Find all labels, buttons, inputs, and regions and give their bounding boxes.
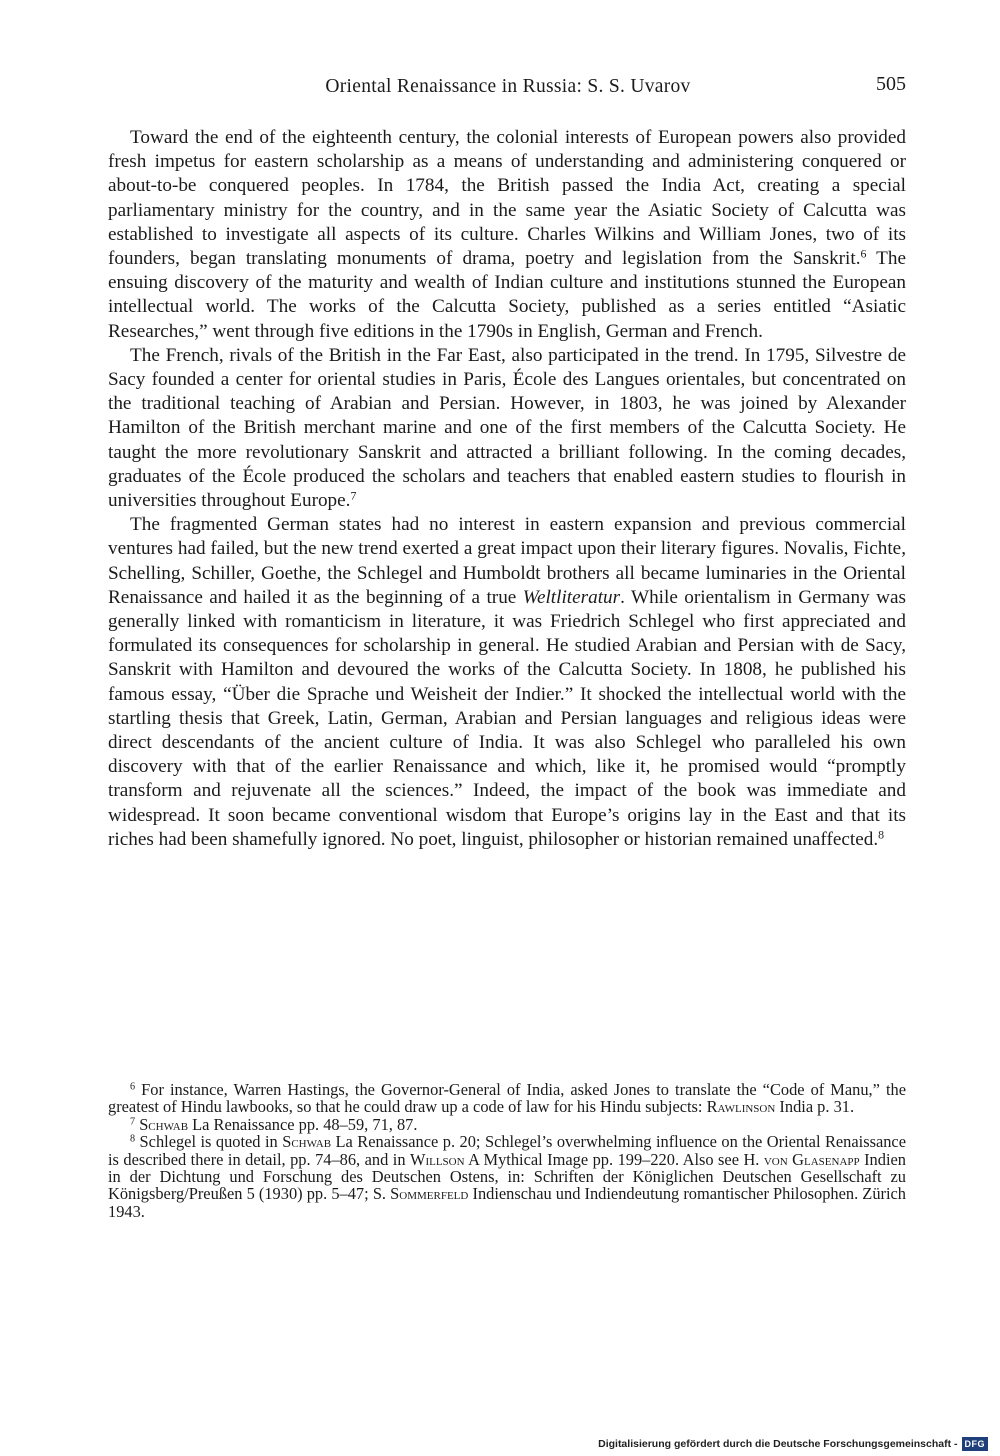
body-text [108,126,906,852]
footnote-8-author-4: Sommerfeld [390,1184,469,1204]
paragraph-2 [108,344,906,513]
paragraph-3-italic: Weltliteratur [522,586,621,608]
paragraph-1 [108,126,906,344]
paragraph-3 [108,513,906,852]
paragraph-3-text-b: . While orientalism in Germany was generally linked with romanticism in literature, it was Friedrich Schlegel who first appreciated and formulated its consequences for scholarship in general. He studied Arabian and Persian with de Sacy, Sanskrit with Hamilton and devoured the works of the Calcutta Society. In 1808, he published his famous essay, “Über die Sprache und Weisheit der Indier.” It shocked the intellectual world with the startling thesis that Greek, Latin, German, Arabian and Persian languages and religious ideas were direct descendants of the ancient culture of India. It was also Schlegel who paralleled his own discovery with that of the earlier Renaissance and which, like it, he promised would “promptly transform and rejuvenate all the sciences.” Indeed, the impact of the book was immediate and widespread. It soon became conventional wisdom that Europe’s origins lay in the East and that its riches had been shamefully ignored. No poet, linguist, philosopher or historian remained unaffected. [108,586,906,850]
footnote-6-tail: India p. 31. [775,1097,855,1117]
digitization-credit-text: Digitalisierung gefördert durch die Deutsche Forschungsgemeinschaft - [598,1438,958,1450]
paragraph-1-text-b: The ensuing discovery of the maturity and wealth of Indian culture and institutions stunned the European intellectual world. The works of the Calcutta Society, published as a series entitled “Asiatic Researches,” went through five editions in the 1790s in English, German and French. [108,248,907,342]
footnote-8-text: Schlegel is quoted in [135,1132,283,1152]
footnote-8-mid-2: A Mythical Image pp. 199–220. Also see H. [464,1149,764,1169]
footnote-7-tail: La Renaissance pp. 48–59, 71, 87. [188,1114,418,1134]
paragraph-2-text: The French, rivals of the British in the Far East, also participated in the trend. In 1795, Silvestre de Sacy founded a center for oriental studies in Paris, École des Langues orientales, but concentrated on the traditional teaching of Arabian and Persian. However, in 1803, he was joined by Alexander Hamilton of the British merchant marine and one of the first members of the Calcutta Society. He taught the more revolutionary Sanskrit and attracted a brilliant following. In the coming decades, graduates of the École produced the scholars and teachers that enabled eastern studies to flourish in universities throughout Europe. [108,344,906,512]
footnote-8 [108,1133,906,1220]
footnotes [108,1081,906,1220]
footnote-8-mid-1: La Renaissance p. 20; Schlegel’s overwhelming influence on the Oriental Renaissance is described there in detail, pp. 74–86, and in [108,1132,906,1169]
footnote-8-mid-3: Indien in der Dichtung und Forschung des Deutschen Ostens, in: Schriften der Königlichen Deutschen Gesellschaft zu Königsberg/Preußen 5 (1930) pp. 5–47; S. [108,1149,906,1204]
page-number: 505 [876,73,906,95]
footnote-8-tail: Indienschau und Indiendeutung romantischer Philosophen. Zürich 1943. [108,1184,906,1221]
footnote-6-author: Rawlinson [706,1097,776,1117]
footnote-ref-7: 7 [350,488,357,503]
footnote-6 [108,1081,906,1116]
footnote-8-author-1: Schwab [282,1132,332,1152]
paragraph-3-text-a: The fragmented German states had no interest in eastern expansion and previous commercial ventures had failed, but the new trend exerted a great impact upon their literary figures. Novalis, Fichte, Schelling, Schiller, Goethe, the Schlegel and Humboldt brothers all became luminaries in the Oriental Renaissance and hailed it as the beginning of a true [108,514,906,608]
footnote-8-author-2: Willson [409,1149,465,1169]
footnote-6-text: For instance, Warren Hastings, the Governor-General of India, asked Jones to translate the “Code of Manu,” the greatest of Hindu lawbooks, so that he could draw up a code of law for his Hindu subjects: [108,1080,906,1117]
running-title: Oriental Renaissance in Russia: S. S. Uvarov [325,76,691,97]
paragraph-1-text-a: Toward the end of the eighteenth century, the colonial interests of European powers also provided fresh impetus for eastern scholarship as a means of understanding and administering conquered or about-to-be conquered peoples. In 1784, the British passed the India Act, creating a special parliamentary ministry for the country, and in the same year the Asiatic Society of Calcutta was established to investigate all aspects of its culture. Charles Wilkins and William Jones, two of its founders, began translating monuments of drama, poetry and legislation from the Sanskrit. [108,127,906,270]
dfg-logo-icon: DFG [962,1437,989,1451]
digitization-credit [598,1437,988,1451]
footnote-7-author: Schwab [139,1114,189,1134]
running-head [110,73,906,106]
footnote-ref-8: 8 [878,827,885,842]
footnote-7 [108,1116,906,1133]
footnote-8-number: 8 [130,1133,136,1145]
footnote-8-author-3: von Glasenapp [763,1149,860,1169]
footnote-6-number: 6 [130,1081,136,1093]
footnote-ref-6: 6 [860,246,867,261]
footnote-7-number: 7 [130,1116,136,1128]
